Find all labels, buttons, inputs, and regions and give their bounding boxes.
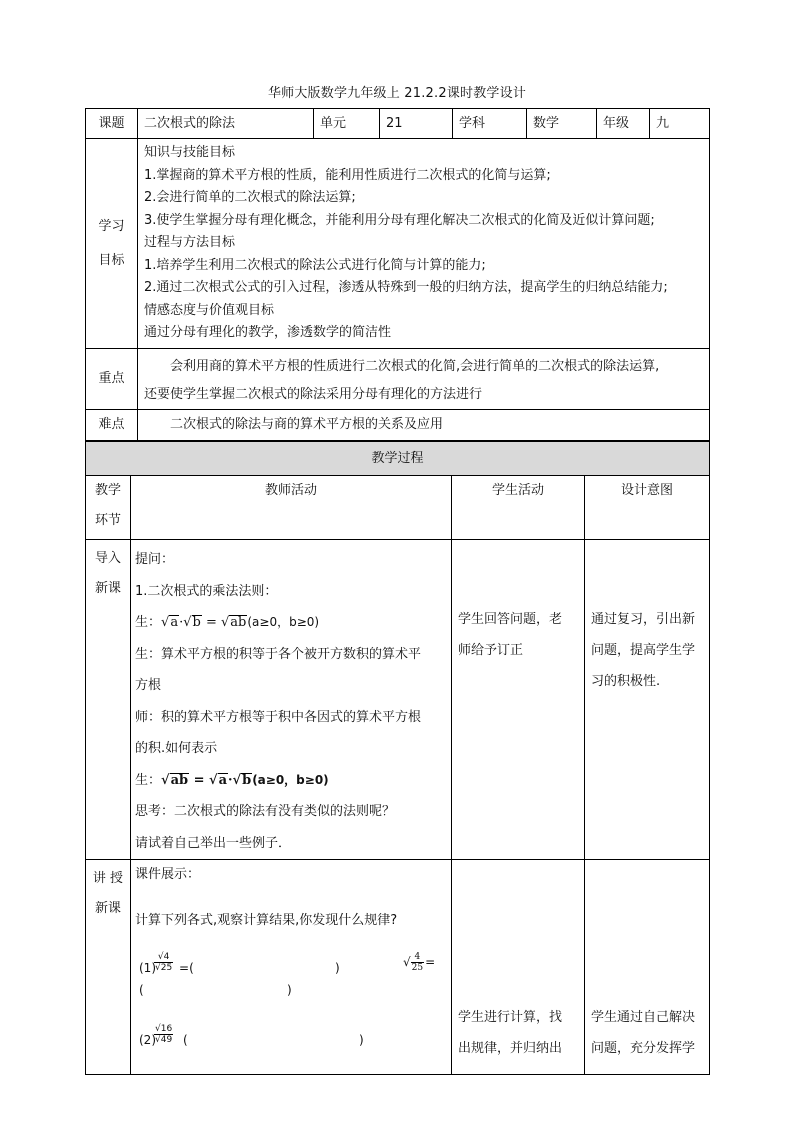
- objective-line: 情感态度与价值观目标: [144, 302, 275, 318]
- objective-line: 过程与方法目标: [144, 235, 236, 250]
- grade-label: 年级: [597, 109, 650, 139]
- lecture-student-activity: 学生进行计算，找 出规律，并归纳出: [452, 860, 585, 1075]
- lecture-row: [86, 860, 710, 1075]
- key-points-content: 会利用商的算术平方根的性质进行二次根式的化简,会进行简单的二次根式的除法运算, 还要使学生掌握二次根式的除法采用分母有理化的方法进行: [138, 349, 710, 410]
- objectives-content: [138, 139, 710, 349]
- product-rule: 生：√ab = √a·√b(a≥0，b≥0): [135, 772, 329, 788]
- intro-row: [86, 540, 710, 860]
- intro-stage: 导入 新课: [86, 540, 131, 860]
- lecture-design-intent: 学生通过自己解决 问题，充分发挥学: [585, 860, 710, 1075]
- objective-line: 通过分母有理化的教学，渗透数学的简洁性: [144, 325, 392, 340]
- unit-label: 单元: [314, 109, 380, 139]
- objective-line: 1.掌握商的算术平方根的性质，能利用性质进行二次根式的化简与运算;: [144, 167, 551, 183]
- difficulty-label: 难点: [86, 410, 138, 441]
- lecture-teacher-activity: 课件展示： 计算下列各式,观察计算结果,你发现什么规律? (1) $\frac{√4}{√25}$ =( ) √ $\frac{4}{25}$ = ( ) (2) $\frac{√16}{√49}$ ( ): [131, 860, 452, 1075]
- objective-line: 知识与技能目标: [144, 145, 236, 160]
- objective-line: 2.通过二次根式公式的引入过程，渗透从特殊到一般的归纳方法，提高学生的归纳总结能力;: [144, 280, 668, 295]
- intro-teacher-activity: 提问： 1.二次根式的乘法法则： 生：√a·√b = √ab(a≥0，b≥0) 生：算术平方根的积等于各个被开方数积的算术平 方根 师：积的算术平方根等于积中各因式的算术平方根 的积.如何表示 生：√ab = √a·√b(a≥0，b≥0) 思考：二次根式的除法有没有类似的法则呢？ 请试着自己举出一些例子．: [131, 540, 452, 860]
- process-title: 教学过程: [86, 442, 710, 476]
- col-student-header: 学生活动: [452, 476, 585, 540]
- difficulty-row: [86, 410, 710, 441]
- col-design-header: 设计意图: [585, 476, 710, 540]
- key-points-label: 重点: [86, 349, 138, 410]
- subject-label: 学科: [453, 109, 527, 139]
- subject-value: 数学: [527, 109, 597, 139]
- topic-label: 课题: [86, 109, 138, 139]
- header-row: [86, 109, 710, 139]
- lecture-stage: 讲 授 新课: [86, 860, 131, 1075]
- expression-1: (1) $\frac{√4}{√25}$ =( ) √ $\frac{4}{25}$ =: [139, 952, 436, 975]
- document-title: 华师大版数学九年级上 21.2.2课时教学设计: [267, 86, 527, 101]
- key-points-row: [86, 349, 710, 410]
- objectives-label: 学习 目标: [86, 139, 138, 349]
- multiplication-rule: 生：√a·√b = √ab(a≥0，b≥0): [135, 615, 320, 630]
- topic-value: 二次根式的除法: [138, 109, 314, 139]
- teaching-process-table: [85, 441, 710, 1075]
- difficulty-content: 二次根式的除法与商的算术平方根的关系及应用: [138, 410, 710, 441]
- intro-student-activity: 学生回答问题，老 师给予订正: [452, 540, 585, 860]
- intro-design-intent: 通过复习，引出新 问题，提高学生学 习的积极性.: [585, 540, 710, 860]
- lesson-info-table: [85, 108, 710, 441]
- unit-value: 21: [380, 109, 453, 139]
- grade-value: 九: [650, 109, 710, 139]
- col-teacher-header: 教师活动: [131, 476, 452, 540]
- process-header-row: [86, 476, 710, 540]
- objective-line: 2.会进行简单的二次根式的除法运算;: [144, 190, 356, 205]
- objectives-row: [86, 139, 710, 349]
- objective-line: 3.使学生掌握分母有理化概念，并能利用分母有理化解决二次根式的化简及近似计算问题;: [144, 212, 655, 228]
- objective-line: 1.培养学生利用二次根式的除法公式进行化简与计算的能力;: [144, 257, 486, 273]
- col-stage-header: 教学 环节: [86, 476, 131, 540]
- expression-2: (2) $\frac{√16}{√49}$ ( ): [139, 1024, 364, 1047]
